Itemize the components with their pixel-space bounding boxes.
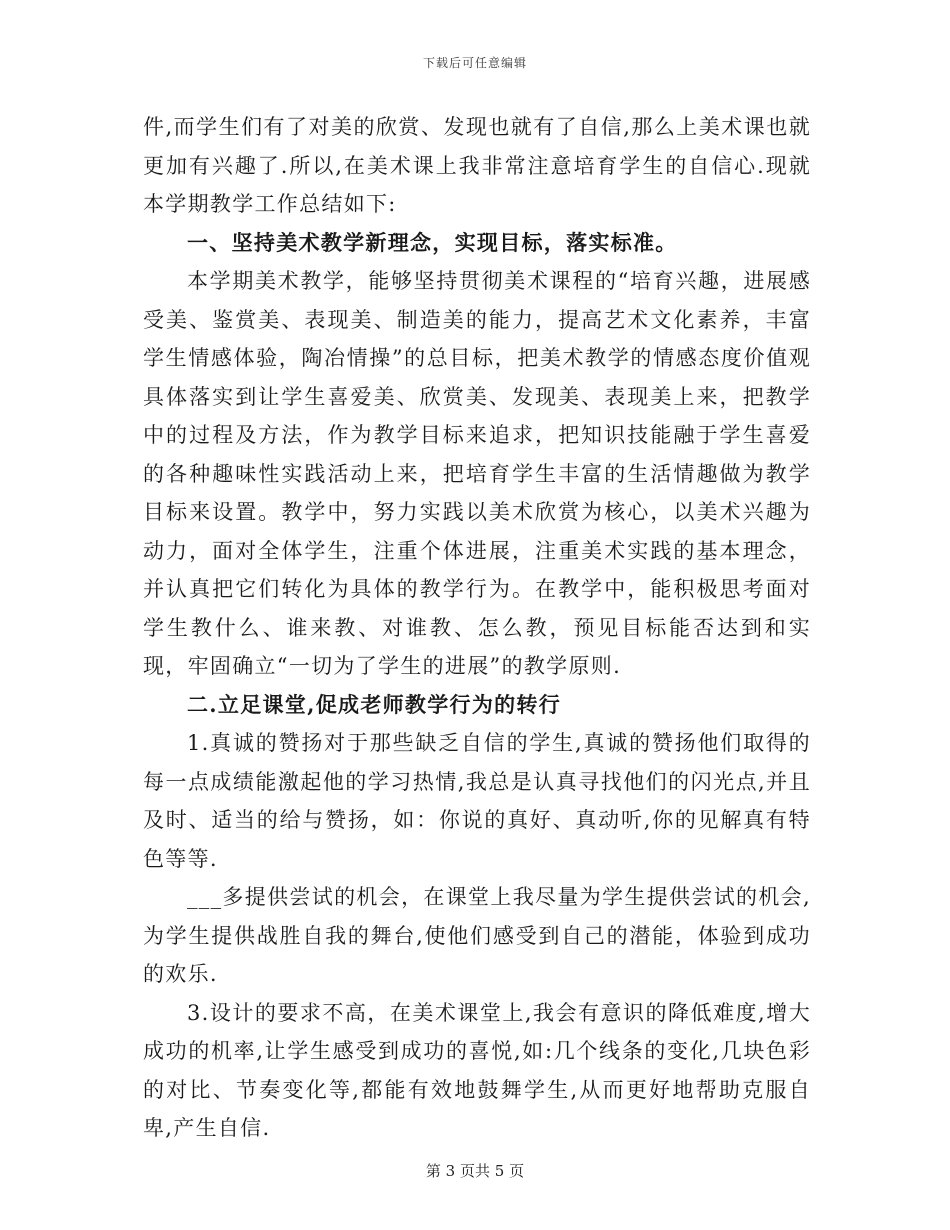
paragraph-item-1: 1.真诚的赞扬对于那些缺乏自信的学生,真诚的赞扬他们取得的每一点成绩能激起他的学习热情,我总是认真寻找他们的闪光点,并且及时、适当的给与赞扬，如：你说的真好、真动听,你的见解真有特色等等.: [143, 731, 811, 871]
section-heading-2: 二.立足课堂,促成老师教学行为的转行: [187, 691, 562, 717]
paragraph-section-1: 本学期美术教学，能够坚持贯彻美术课程的“培育兴趣，进展感受美、鉴赏美、表现美、制造美的能力，提高艺术文化素养，丰富学生情感体验，陶冶情操”的总目标，把美术教学的情感态度价值观具体落实到让学生喜爱美、欣赏美、发现美、表现美上来，把教学中的过程及方法，作为教学目标来追求，把知识技能融于学生喜爱的各种趣味性实践活动上来，把培育学生丰富的生活情趣做为教学目标来设置。教学中，努力实践以美术欣赏为核心，以美术兴趣为动力，面对全体学生，注重个体进展，注重美术实践的基本理念，并认真把它们转化为具体的教学行为。在教学中，能积极思考面对学生教什么、谁来教、对谁教、怎么教，预见目标能否达到和实现，牢固确立“一切为了学生的进展”的教学原则.: [143, 269, 811, 678]
document-body: [143, 108, 811, 1148]
paragraph-item-2: ___多提供尝试的机会，在课堂上我尽量为学生提供尝试的机会,为学生提供战胜自我的舞台,使他们感受到自己的潜能，体验到成功的欢乐.: [143, 885, 811, 986]
paragraph-item-3: 3.设计的要求不高，在美术课堂上,我会有意识的降低难度,增大成功的机率,让学生感受到成功的喜悦,如:几个线条的变化,几块色彩的对比、节奏变化等,都能有效地鼓舞学生,从而更好地帮助克服自卑,产生自信.: [143, 1000, 811, 1140]
page-header: 下载后可任意编辑: [422, 56, 527, 70]
page-footer: 第 3 页共 5 页: [425, 1162, 525, 1180]
section-heading-1: 一、坚持美术教学新理念，实现目标，落实标准。: [187, 229, 678, 255]
paragraph-continuation: 件,而学生们有了对美的欣赏、发现也就有了自信,那么上美术课也就更加有兴趣了.所以,在美术课上我非常注意培育学生的自信心.现就本学期教学工作总结如下:: [143, 115, 811, 216]
